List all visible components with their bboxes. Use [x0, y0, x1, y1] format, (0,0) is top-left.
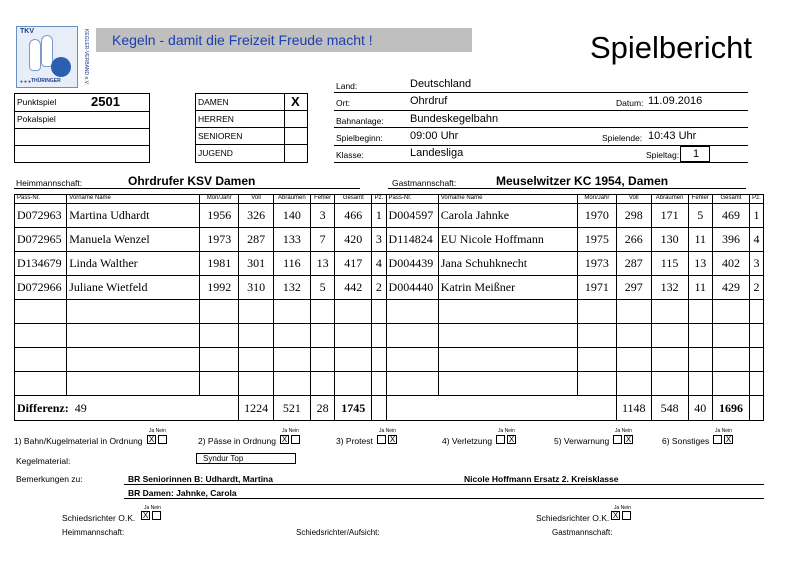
category-damen-label: DAMEN	[198, 97, 229, 107]
difference-cell	[15, 396, 239, 421]
table-header-row	[15, 195, 764, 204]
land-label: Land:	[336, 81, 358, 91]
table-cell	[335, 300, 372, 324]
check-3-ja-checkbox[interactable]	[377, 435, 386, 444]
check-5-ja-checkbox[interactable]	[613, 435, 622, 444]
table-row	[15, 300, 764, 324]
ja-nein-caption: Ja Nein	[379, 428, 396, 434]
table-cell: EU Nicole Hoffmann	[438, 228, 577, 252]
signature-home-label: Heimmannschaft:	[62, 528, 125, 537]
bahnanlage-value: Bundeskegelbahn	[410, 113, 499, 125]
punktspiel-number: 2501	[91, 94, 120, 109]
table-cell: 3	[749, 252, 763, 276]
table-cell	[651, 300, 688, 324]
table-cell	[372, 348, 386, 372]
schiri-right-ja-checkbox[interactable]: X	[612, 511, 619, 520]
table-cell: 1975	[577, 228, 616, 252]
table-cell: Martina Udhardt	[67, 204, 200, 228]
table-cell: 171	[651, 204, 688, 228]
table-cell	[386, 348, 438, 372]
check-6-nein-checkbox[interactable]: X	[725, 435, 732, 444]
guest-team-label: Gastmannschaft:	[392, 178, 457, 188]
table-row	[15, 276, 764, 300]
table-cell	[688, 324, 713, 348]
spielende-label: Spielende:	[602, 133, 643, 143]
table-cell	[386, 300, 438, 324]
tkv-logo: TKV ●●● THÜRINGER KEGLER-VERBAND e.V.	[16, 26, 78, 88]
column-header: Pass-Nr.	[15, 195, 67, 204]
bemerkungen-label: Bemerkungen zu:	[16, 474, 83, 484]
table-cell	[386, 372, 438, 396]
column-header: Fehler	[688, 195, 713, 204]
home-total-fehler: 28	[310, 396, 335, 421]
table-cell	[273, 300, 310, 324]
column-header: Pass-Nr.	[386, 195, 438, 204]
kegelmaterial-value: Syndur Top	[203, 454, 244, 463]
table-cell: 13	[688, 252, 713, 276]
klasse-value: Landesliga	[410, 147, 464, 159]
check-3-nein-checkbox[interactable]: X	[389, 435, 396, 444]
check-label: 1) Bahn/Kugelmaterial in Ordnung	[14, 436, 143, 446]
spieltag-value: 1	[693, 148, 700, 160]
table-cell	[749, 324, 763, 348]
logo-thueringer-text: THÜRINGER	[31, 78, 61, 84]
table-cell	[386, 396, 616, 421]
table-cell	[239, 372, 274, 396]
check-6-ja-checkbox[interactable]	[713, 435, 722, 444]
column-header: Voll	[239, 195, 274, 204]
check-label: 5) Verwarnung	[554, 436, 610, 446]
table-cell	[200, 300, 239, 324]
ja-nein-caption: Ja Nein	[615, 428, 632, 434]
table-cell: 402	[713, 252, 750, 276]
ja-nein-caption: Ja Nein	[715, 428, 732, 434]
land-value: Deutschland	[410, 78, 472, 90]
table-cell: 469	[713, 204, 750, 228]
column-header: Pz.	[372, 195, 386, 204]
table-cell: 11	[688, 228, 713, 252]
table-cell: 298	[616, 204, 651, 228]
remark-1: BR Seniorinnen B: Udhardt, Martina	[128, 474, 273, 484]
home-team-label: Heimmannschaft:	[16, 178, 83, 188]
checklist	[14, 428, 764, 448]
ort-label: Ort:	[336, 98, 351, 108]
column-header: Abräumen	[273, 195, 310, 204]
remark-2: Nicole Hoffmann Ersatz 2. Kreisklasse	[464, 474, 619, 484]
table-cell: Jana Schuhknecht	[438, 252, 577, 276]
table-cell	[438, 324, 577, 348]
table-cell	[273, 372, 310, 396]
table-cell	[688, 348, 713, 372]
schiri-right-label: Schiedsrichter O.K.	[536, 513, 610, 523]
check-label: 4) Verletzung	[442, 436, 493, 446]
table-cell	[749, 396, 763, 421]
table-cell	[335, 348, 372, 372]
table-cell: 132	[651, 276, 688, 300]
table-cell: 13	[310, 252, 335, 276]
table-cell: 130	[651, 228, 688, 252]
table-cell: 133	[273, 228, 310, 252]
table-cell	[15, 324, 67, 348]
table-cell	[438, 348, 577, 372]
ball-icon	[51, 57, 71, 77]
table-cell: 1981	[200, 252, 239, 276]
slogan-banner: Kegeln - damit die Freizeit Freude macht !	[96, 28, 472, 52]
table-cell: 417	[335, 252, 372, 276]
table-row	[15, 348, 764, 372]
match-info	[334, 76, 748, 164]
table-cell: 11	[688, 276, 713, 300]
table-cell: 140	[273, 204, 310, 228]
table-cell	[577, 372, 616, 396]
table-cell	[651, 372, 688, 396]
table-cell: 326	[239, 204, 274, 228]
table-cell: Linda Walther	[67, 252, 200, 276]
category-senioren-label: SENIOREN	[198, 131, 243, 141]
check-4-ja-checkbox[interactable]	[496, 435, 505, 444]
column-header: Fehler	[310, 195, 335, 204]
table-cell	[386, 324, 438, 348]
table-cell	[749, 300, 763, 324]
table-cell: 466	[335, 204, 372, 228]
column-header: Mon/Jahr	[200, 195, 239, 204]
table-cell: D134679	[15, 252, 67, 276]
table-cell: D004597	[386, 204, 438, 228]
table-cell: 301	[239, 252, 274, 276]
guest-team-name: Meuselwitzer KC 1954, Damen	[496, 174, 669, 188]
difference-value: 49	[74, 400, 87, 415]
logo-tkv-text: TKV	[20, 28, 34, 35]
table-cell	[577, 324, 616, 348]
table-cell: 2	[372, 276, 386, 300]
category-damen-mark: X	[291, 94, 300, 109]
table-row	[15, 252, 764, 276]
table-cell	[651, 348, 688, 372]
table-cell	[688, 372, 713, 396]
table-cell: 297	[616, 276, 651, 300]
table-cell: 5	[688, 204, 713, 228]
signature-referee-label: Schiedsrichter/Aufsicht:	[296, 528, 380, 537]
table-cell: 116	[273, 252, 310, 276]
table-cell: D072966	[15, 276, 67, 300]
table-cell	[616, 324, 651, 348]
table-cell: 429	[713, 276, 750, 300]
table-cell	[651, 324, 688, 348]
table-cell: 1	[749, 204, 763, 228]
table-cell	[200, 348, 239, 372]
schiri-left-label: Schiedsrichter O.K.	[62, 513, 136, 523]
remark-3: BR Damen: Jahnke, Carola	[128, 488, 237, 498]
spielende-value: 10:43 Uhr	[648, 130, 697, 142]
home-team-name: Ohrdrufer KSV Damen	[128, 174, 256, 188]
check-label: 2) Pässe in Ordnung	[198, 436, 276, 446]
table-cell: 132	[273, 276, 310, 300]
table-cell: 287	[239, 228, 274, 252]
column-header: Gesamt	[713, 195, 750, 204]
schiri-left-janein: Ja Nein	[144, 505, 161, 511]
table-cell	[67, 372, 200, 396]
klasse-label: Klasse:	[336, 150, 364, 160]
table-cell	[310, 348, 335, 372]
check-5-nein-checkbox[interactable]: X	[625, 435, 632, 444]
table-cell	[372, 300, 386, 324]
table-cell	[67, 348, 200, 372]
table-cell: 3	[372, 228, 386, 252]
check-2-nein-checkbox[interactable]	[291, 435, 300, 444]
spieltag-box	[680, 146, 710, 162]
guest-total-fehler: 40	[688, 396, 713, 421]
page-title: Spielbericht	[590, 30, 752, 65]
schiri-right-nein-checkbox[interactable]	[622, 511, 631, 520]
table-cell: 1971	[577, 276, 616, 300]
table-cell: 1973	[577, 252, 616, 276]
table-cell: D114824	[386, 228, 438, 252]
punktspiel-label: Punktspiel	[17, 97, 57, 107]
players-table	[14, 194, 764, 421]
home-total-abraeumen: 521	[273, 396, 310, 421]
spieltag-label: Spieltag:	[646, 150, 680, 160]
table-cell	[438, 300, 577, 324]
table-cell	[577, 300, 616, 324]
table-cell: 266	[616, 228, 651, 252]
table-cell	[273, 348, 310, 372]
totals-row	[15, 396, 764, 421]
table-cell: 5	[310, 276, 335, 300]
table-cell	[688, 300, 713, 324]
table-row	[15, 372, 764, 396]
table-cell	[335, 324, 372, 348]
table-cell	[67, 324, 200, 348]
table-row	[15, 228, 764, 252]
table-cell: 1970	[577, 204, 616, 228]
home-total-gesamt: 1745	[335, 396, 372, 421]
table-cell: Manuela Wenzel	[67, 228, 200, 252]
table-cell: 115	[651, 252, 688, 276]
table-cell	[749, 348, 763, 372]
table-cell: 1	[372, 204, 386, 228]
guest-total-voll: 1148	[616, 396, 651, 421]
category-box	[195, 93, 308, 163]
ja-nein-caption: Ja Nein	[498, 428, 515, 434]
schiri-right-janein: Ja Nein	[614, 505, 631, 511]
guest-total-gesamt: 1696	[713, 396, 750, 421]
table-cell: Carola Jahnke	[438, 204, 577, 228]
table-cell: 442	[335, 276, 372, 300]
check-1-ja-checkbox[interactable]: X	[148, 435, 155, 444]
table-cell: 7	[310, 228, 335, 252]
table-cell	[713, 324, 750, 348]
table-cell	[200, 324, 239, 348]
table-cell	[239, 324, 274, 348]
table-cell	[372, 396, 386, 421]
signature-guest-label: Gastmannschaft:	[552, 528, 613, 537]
table-cell: D072963	[15, 204, 67, 228]
spielbeginn-value: 09:00 Uhr	[410, 130, 459, 142]
table-cell	[310, 324, 335, 348]
schiri-left-ja-checkbox[interactable]: X	[142, 511, 149, 520]
table-cell	[15, 300, 67, 324]
table-row	[15, 324, 764, 348]
check-2-ja-checkbox[interactable]: X	[281, 435, 288, 444]
difference-label: Differenz:	[17, 400, 69, 415]
table-row	[15, 204, 764, 228]
pin-icon	[29, 39, 41, 71]
guest-total-abraeumen: 548	[651, 396, 688, 421]
table-cell: D004440	[386, 276, 438, 300]
table-cell: 1956	[200, 204, 239, 228]
column-header: Abräumen	[651, 195, 688, 204]
table-cell: D004439	[386, 252, 438, 276]
pokalspiel-label: Pokalspiel	[17, 114, 56, 124]
table-cell	[273, 324, 310, 348]
datum-value: 11.09.2016	[648, 95, 703, 107]
check-4-nein-checkbox[interactable]: X	[508, 435, 515, 444]
ort-value: Ohrdruf	[410, 95, 448, 107]
column-header: Pz.	[749, 195, 763, 204]
table-cell	[438, 372, 577, 396]
bahnanlage-label: Bahnanlage:	[336, 116, 384, 126]
table-cell	[239, 300, 274, 324]
table-cell	[310, 300, 335, 324]
table-cell: 1992	[200, 276, 239, 300]
table-cell	[616, 300, 651, 324]
ja-nein-caption: Ja Nein	[149, 428, 166, 434]
check-1-nein-checkbox[interactable]	[158, 435, 167, 444]
spielbeginn-label: Spielbeginn:	[336, 133, 383, 143]
table-cell	[749, 372, 763, 396]
category-jugend-label: JUGEND	[198, 148, 233, 158]
kegelmaterial-label: Kegelmaterial:	[16, 456, 71, 466]
table-cell	[15, 348, 67, 372]
datum-label: Datum:	[616, 98, 644, 108]
table-cell	[239, 348, 274, 372]
check-label: 6) Sonstiges	[662, 436, 710, 446]
table-cell	[577, 348, 616, 372]
ja-nein-caption: Ja Nein	[282, 428, 299, 434]
check-label: 3) Protest	[336, 436, 373, 446]
table-cell: 420	[335, 228, 372, 252]
home-total-voll: 1224	[239, 396, 274, 421]
table-cell: 1973	[200, 228, 239, 252]
match-type-box	[14, 93, 150, 163]
table-cell	[372, 324, 386, 348]
table-cell	[67, 300, 200, 324]
column-header: Voll	[616, 195, 651, 204]
table-cell	[15, 372, 67, 396]
table-cell	[372, 372, 386, 396]
kegelmaterial-box	[196, 453, 296, 464]
table-cell: 3	[310, 204, 335, 228]
table-cell	[335, 372, 372, 396]
category-herren-label: HERREN	[198, 114, 234, 124]
schiri-left-nein-checkbox[interactable]	[152, 511, 161, 520]
table-cell: 4	[372, 252, 386, 276]
table-cell	[713, 372, 750, 396]
table-cell	[310, 372, 335, 396]
table-cell: 4	[749, 228, 763, 252]
table-cell	[200, 372, 239, 396]
column-header: Gesamt	[335, 195, 372, 204]
table-cell: 287	[616, 252, 651, 276]
table-cell	[616, 348, 651, 372]
table-cell: Juliane Wietfeld	[67, 276, 200, 300]
table-cell: Katrin Meißner	[438, 276, 577, 300]
column-header: Vorname Name	[438, 195, 577, 204]
table-cell	[713, 300, 750, 324]
table-cell: D072965	[15, 228, 67, 252]
table-cell: 310	[239, 276, 274, 300]
table-cell	[713, 348, 750, 372]
table-cell	[616, 372, 651, 396]
table-cell: 2	[749, 276, 763, 300]
logo-side-text: KEGLER-VERBAND e.V.	[83, 29, 89, 85]
table-cell: 396	[713, 228, 750, 252]
column-header: Vorname Name	[67, 195, 200, 204]
column-header: Mon/Jahr	[577, 195, 616, 204]
